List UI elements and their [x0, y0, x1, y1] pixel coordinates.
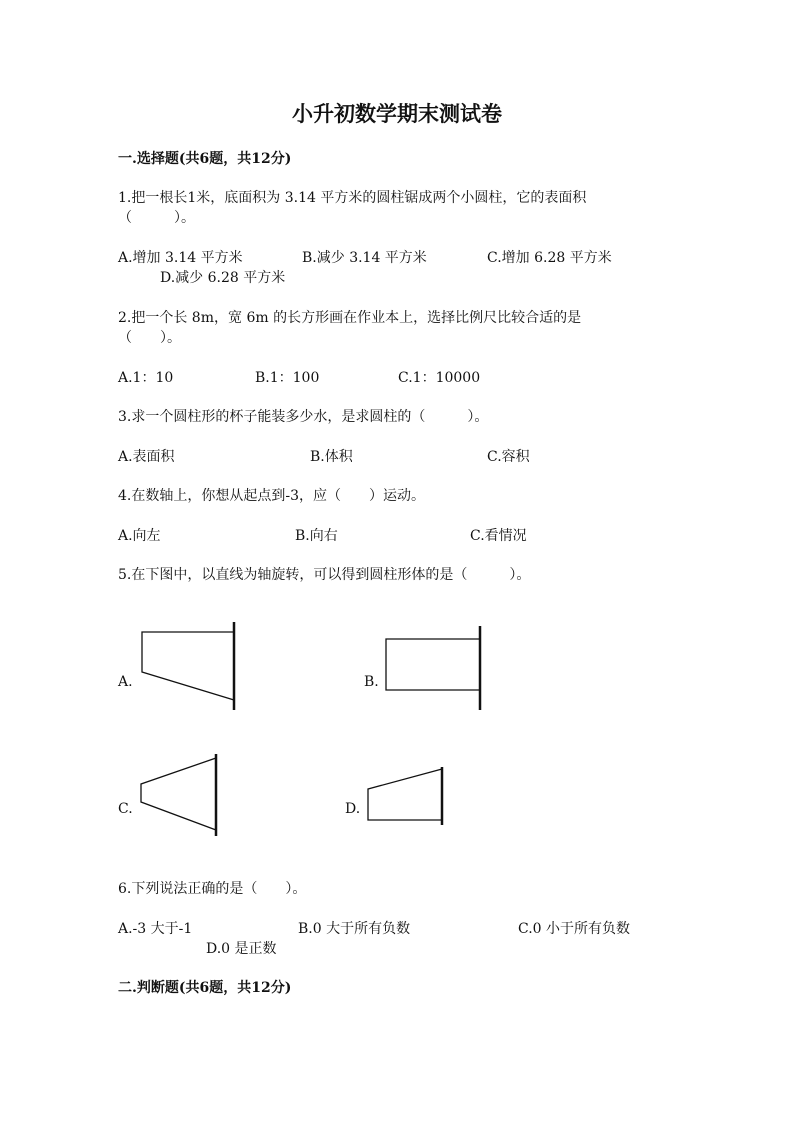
figure-d-label: D.	[345, 801, 361, 817]
section-heading-judgment: 二.判断题(共6题，共12分)	[118, 980, 292, 996]
figure-b-rectangle	[380, 624, 486, 712]
question-4-option-b: B.向右	[295, 528, 338, 544]
question-1-option-a: A.增加 3.14 平方米	[118, 250, 243, 266]
question-3-option-a: A.表面积	[118, 449, 175, 465]
figure-a-label: A.	[118, 674, 133, 690]
question-3-option-b: B.体积	[310, 449, 353, 465]
question-4-text: 4.在数轴上，你想从起点到-3，应（ ）运动。	[118, 488, 425, 504]
figure-c-label: C.	[118, 801, 133, 817]
question-2-blank: （ ）。	[118, 330, 181, 346]
question-3-text: 3.求一个圆柱形的杯子能装多少水，是求圆柱的（ ）。	[118, 409, 489, 425]
question-1-option-b: B.减少 3.14 平方米	[302, 250, 427, 266]
question-5-text: 5.在下图中，以直线为轴旋转，可以得到圆柱形体的是（ ）。	[118, 567, 531, 583]
figure-a-trapezoid	[130, 620, 240, 712]
question-2-option-c: C.1：10000	[398, 370, 481, 386]
page-title: 小升初数学期末测试卷	[292, 101, 502, 126]
question-6-text: 6.下列说法正确的是（ ）。	[118, 881, 307, 897]
figure-d-trapezoid	[362, 765, 446, 827]
question-2-option-a: A.1：10	[118, 370, 174, 386]
question-6-option-c: C.0 小于所有负数	[518, 921, 631, 937]
figure-b-label: B.	[364, 674, 379, 690]
section-heading-choice: 一.选择题(共6题，共12分)	[118, 151, 292, 167]
question-1-option-d: D.减少 6.28 平方米	[160, 270, 286, 286]
figure-c-trapezoid	[135, 752, 225, 838]
question-1-blank: （ ）。	[118, 210, 195, 226]
question-6-option-a: A.-3 大于-1	[118, 921, 193, 937]
question-4-option-c: C.看情况	[470, 528, 527, 544]
question-4-option-a: A.向左	[118, 528, 161, 544]
question-1-text: 1.把一根长1米，底面积为 3.14 平方米的圆柱锯成两个小圆柱，它的表面积	[118, 190, 587, 206]
question-6-option-b: B.0 大于所有负数	[298, 921, 411, 937]
question-1-option-c: C.增加 6.28 平方米	[487, 250, 612, 266]
question-2-option-b: B.1：100	[255, 370, 320, 386]
question-2-text: 2.把一个长 8m，宽 6m 的长方形画在作业本上，选择比例尺比较合适的是	[118, 310, 582, 326]
question-3-option-c: C.容积	[487, 449, 530, 465]
question-6-option-d: D.0 是正数	[206, 941, 277, 957]
